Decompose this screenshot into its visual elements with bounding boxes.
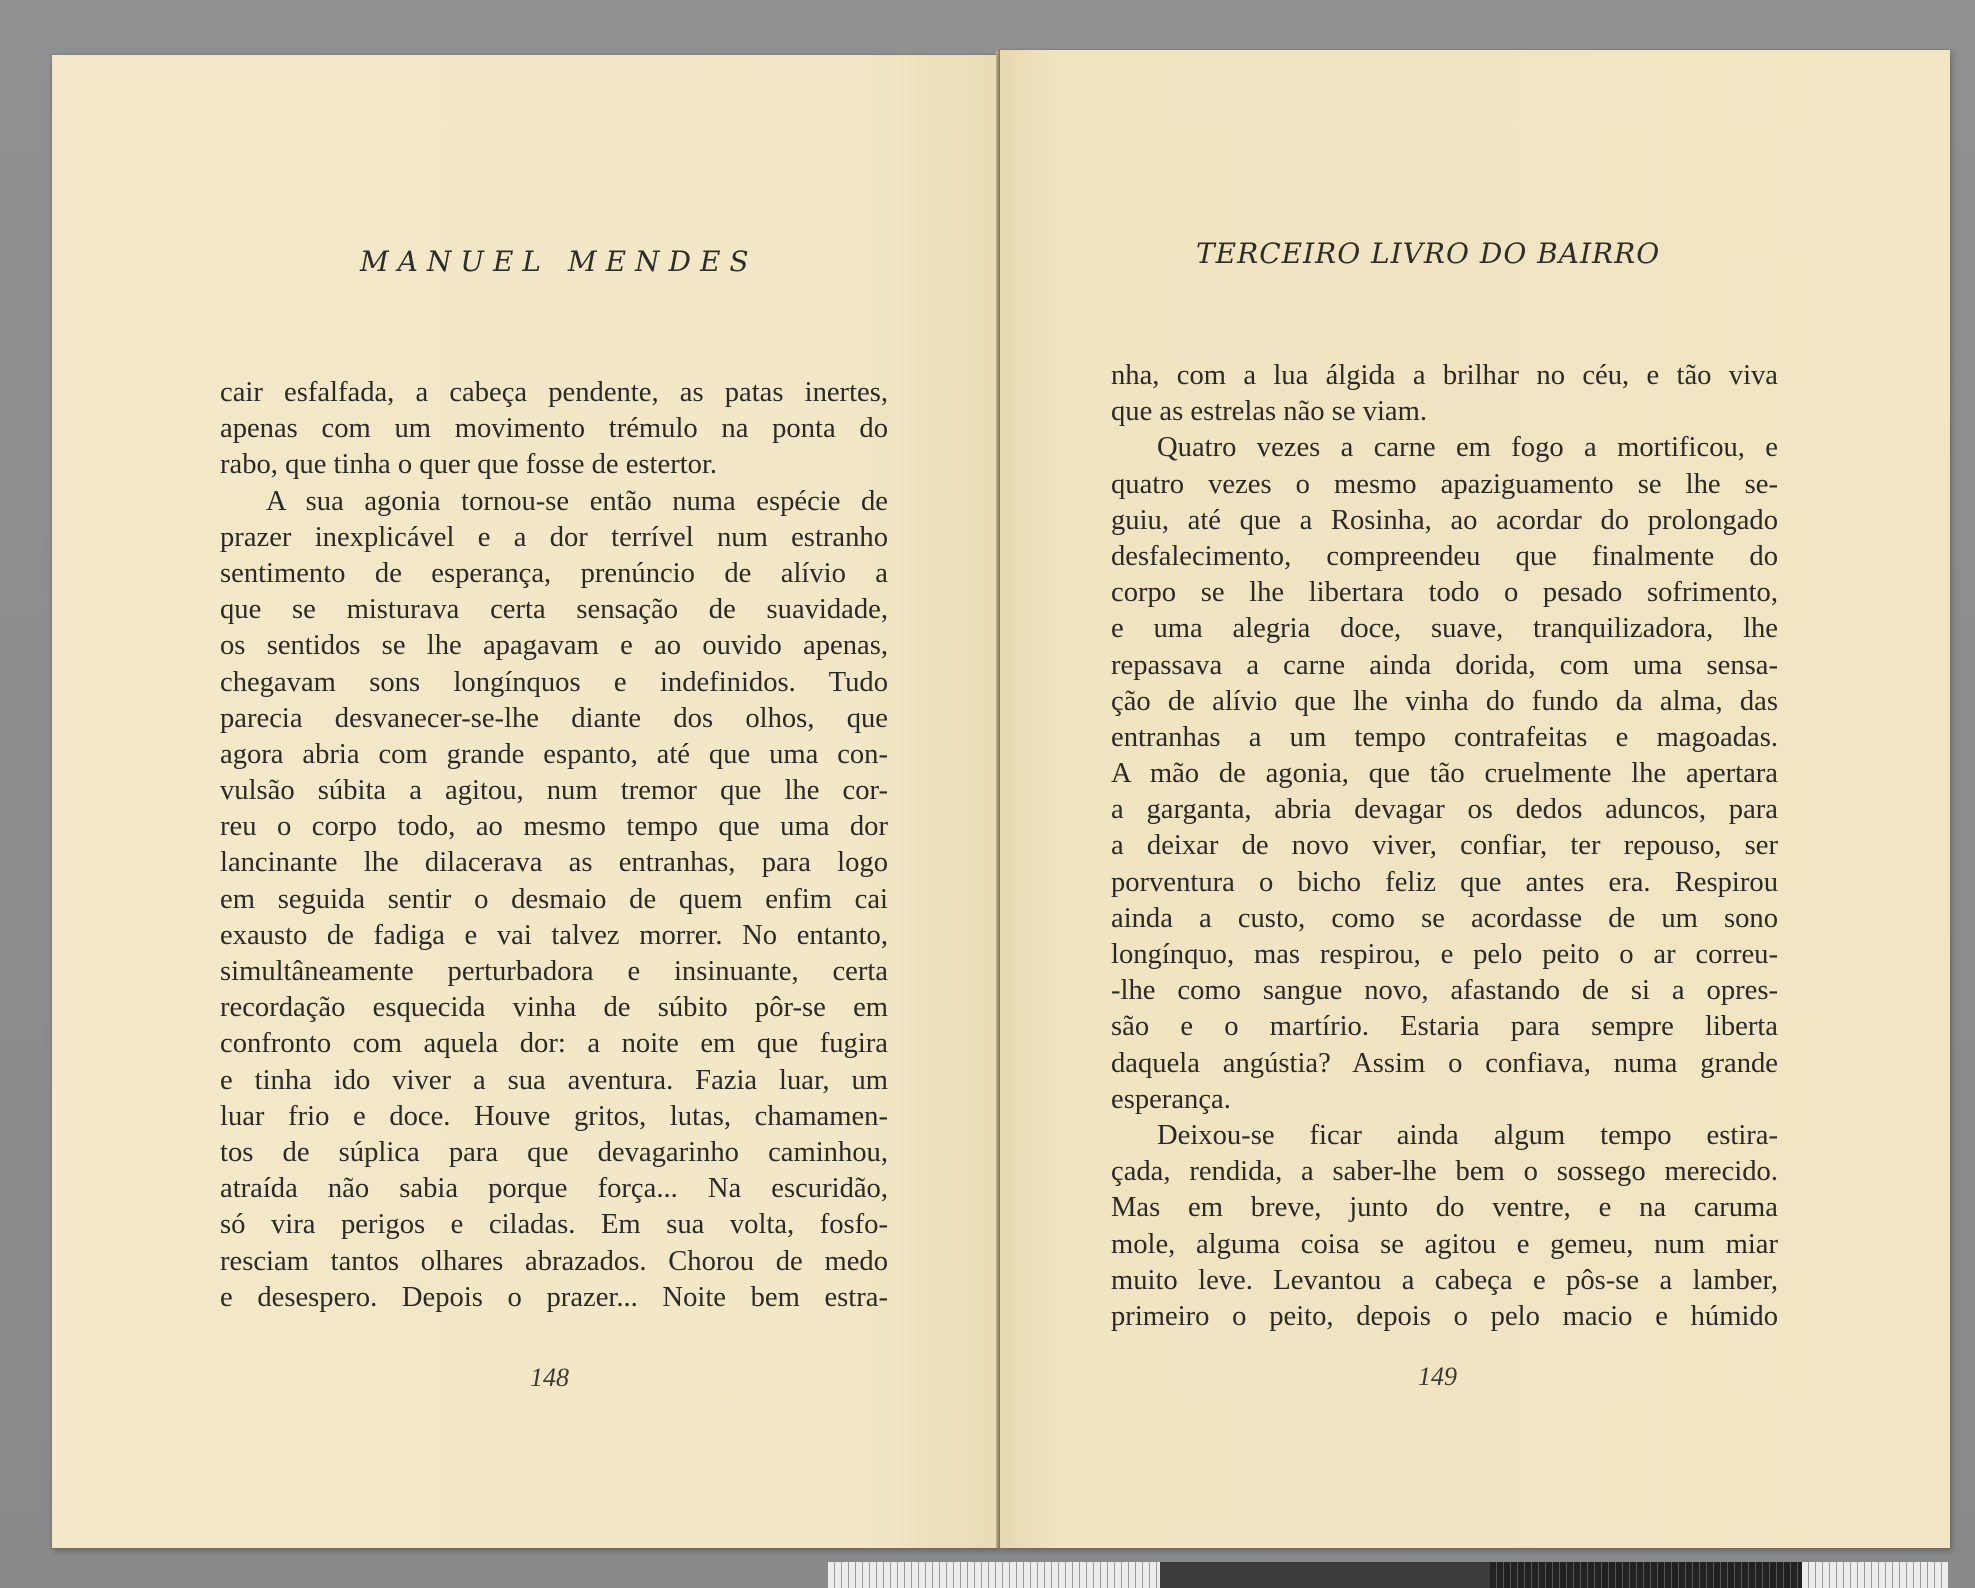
text-line: lancinante lhe dilacerava as entranhas, para logo bbox=[220, 847, 888, 879]
text-line: reu o corpo todo, ao mesmo tempo que uma dor bbox=[220, 811, 888, 843]
text-line: a garganta, abria devagar os dedos aduncos, para bbox=[1111, 794, 1778, 826]
right-page bbox=[1000, 50, 1950, 1548]
text-line: só vira perigos e ciladas. Em sua volta, fosfo- bbox=[220, 1209, 888, 1241]
text-line: a deixar de novo viver, confiar, ter repouso, ser bbox=[1111, 830, 1778, 862]
text-line: os sentidos se lhe apagavam e ao ouvido apenas, bbox=[220, 630, 888, 662]
text-line: exausto de fadiga e vai talvez morrer. No entanto, bbox=[220, 919, 888, 951]
text-line: confronto com aquela dor: a noite em que fugira bbox=[220, 1028, 888, 1060]
text-line: primeiro o peito, depois o pelo macio e húmido bbox=[1111, 1300, 1778, 1332]
ruler-segment bbox=[1160, 1562, 1490, 1588]
text-line: cair esfalfada, a cabeça pendente, as patas inertes, bbox=[220, 377, 888, 408]
text-line: agora abria com grande espanto, até que uma con- bbox=[220, 738, 888, 770]
text-line: corpo se lhe libertara todo o pesado sofrimento, bbox=[1111, 577, 1778, 609]
text-line: e tinha ido viver a sua aventura. Fazia luar, um bbox=[220, 1064, 888, 1096]
text-line: ainda a custo, como se acordasse de um sono bbox=[1111, 902, 1778, 934]
ruler-segment bbox=[1802, 1562, 1948, 1588]
ruler-segment bbox=[1490, 1562, 1802, 1588]
text-line: A sua agonia tornou-se então numa espécie de bbox=[266, 485, 888, 517]
right-running-head: TERCEIRO LIVRO DO BAIRRO bbox=[1196, 237, 1661, 270]
ruler-segment bbox=[828, 1562, 1160, 1588]
text-line: quatro vezes o mesmo apaziguamento se lhe se- bbox=[1111, 468, 1778, 500]
text-line: esperança. bbox=[1111, 1083, 1231, 1115]
left-running-head: MANUEL MENDES bbox=[360, 245, 758, 278]
text-line: entranhas a um tempo contrafeitas e magoadas. bbox=[1111, 721, 1778, 753]
text-line: Mas em breve, junto do ventre, e na caruma bbox=[1111, 1192, 1778, 1224]
text-line: muito leve. Levantou a cabeça e pôs-se a lamber, bbox=[1111, 1264, 1778, 1296]
text-line: recordação esquecida vinha de súbito pôr-se em bbox=[220, 992, 888, 1024]
text-line: prazer inexplicável e a dor terrível num estranho bbox=[220, 521, 888, 553]
text-line: A mão de agonia, que tão cruelmente lhe apertara bbox=[1111, 758, 1778, 790]
text-line: repassava a carne ainda dorida, com uma sensa- bbox=[1111, 649, 1778, 681]
text-line: guiu, até que a Rosinha, ao acordar do prolongado bbox=[1111, 504, 1778, 536]
text-line: ção de alívio que lhe vinha do fundo da alma, das bbox=[1111, 685, 1778, 717]
text-line: atraída não sabia porque força... Na escuridão, bbox=[220, 1173, 888, 1205]
text-line: longínquo, mas respirou, e pelo peito o ar correu- bbox=[1111, 939, 1778, 970]
right-page-number: 149 bbox=[1418, 1362, 1457, 1391]
right-body-text bbox=[1111, 358, 1778, 1335]
text-line: chegavam sons longínquos e indefinidos. Tudo bbox=[220, 666, 888, 698]
text-line: apenas com um movimento trémulo na ponta do bbox=[220, 413, 888, 445]
text-line: desfalecimento, compreendeu que finalmente do bbox=[1111, 540, 1778, 572]
left-page bbox=[52, 55, 998, 1548]
text-line: -lhe como sangue novo, afastando de si a opres- bbox=[1111, 975, 1778, 1007]
text-line: nha, com a lua álgida a brilhar no céu, e tão viva bbox=[1111, 360, 1778, 391]
left-body-text bbox=[220, 375, 888, 1316]
text-line: daquela angústia? Assim o confiava, numa grande bbox=[1111, 1047, 1778, 1079]
text-line: luar frio e doce. Houve gritos, lutas, chamamen- bbox=[220, 1100, 888, 1132]
text-line: parecia desvanecer-se-lhe diante dos olhos, que bbox=[220, 702, 888, 734]
text-line: e uma alegria doce, suave, tranquilizadora, lhe bbox=[1111, 613, 1778, 645]
text-line: simultâneamente perturbadora e insinuante, certa bbox=[220, 956, 888, 987]
text-line: tos de súplica para que devagarinho caminhou, bbox=[220, 1136, 888, 1168]
text-line: sentimento de esperança, prenúncio de alívio a bbox=[220, 557, 888, 589]
text-line: rabo, que tinha o quer que fosse de estertor. bbox=[220, 449, 718, 481]
text-line: e desespero. Depois o prazer... Noite bem estra- bbox=[220, 1281, 888, 1313]
text-line: Deixou-se ficar ainda algum tempo estira- bbox=[1157, 1119, 1778, 1151]
text-line: porventura o bicho feliz que antes era. Respirou bbox=[1111, 866, 1778, 898]
text-line: que se misturava certa sensação de suavidade, bbox=[220, 594, 888, 626]
text-line: resciam tantos olhares abrazados. Chorou de medo bbox=[220, 1245, 888, 1277]
text-line: que as estrelas não se viam. bbox=[1111, 396, 1428, 428]
text-line: em seguida sentir o desmaio de quem enfim cai bbox=[220, 883, 888, 915]
scale-ruler bbox=[828, 1562, 1948, 1588]
text-line: vulsão súbita a agitou, num tremor que lhe cor- bbox=[220, 775, 888, 807]
text-line: são e o martírio. Estaria para sempre liberta bbox=[1111, 1011, 1778, 1043]
text-line: çada, rendida, a saber-lhe bem o sossego merecido. bbox=[1111, 1156, 1778, 1188]
text-line: mole, alguma coisa se agitou e gemeu, num miar bbox=[1111, 1228, 1778, 1260]
left-page-number: 148 bbox=[530, 1363, 569, 1392]
text-line: Quatro vezes a carne em fogo a mortificou, e bbox=[1157, 432, 1778, 464]
